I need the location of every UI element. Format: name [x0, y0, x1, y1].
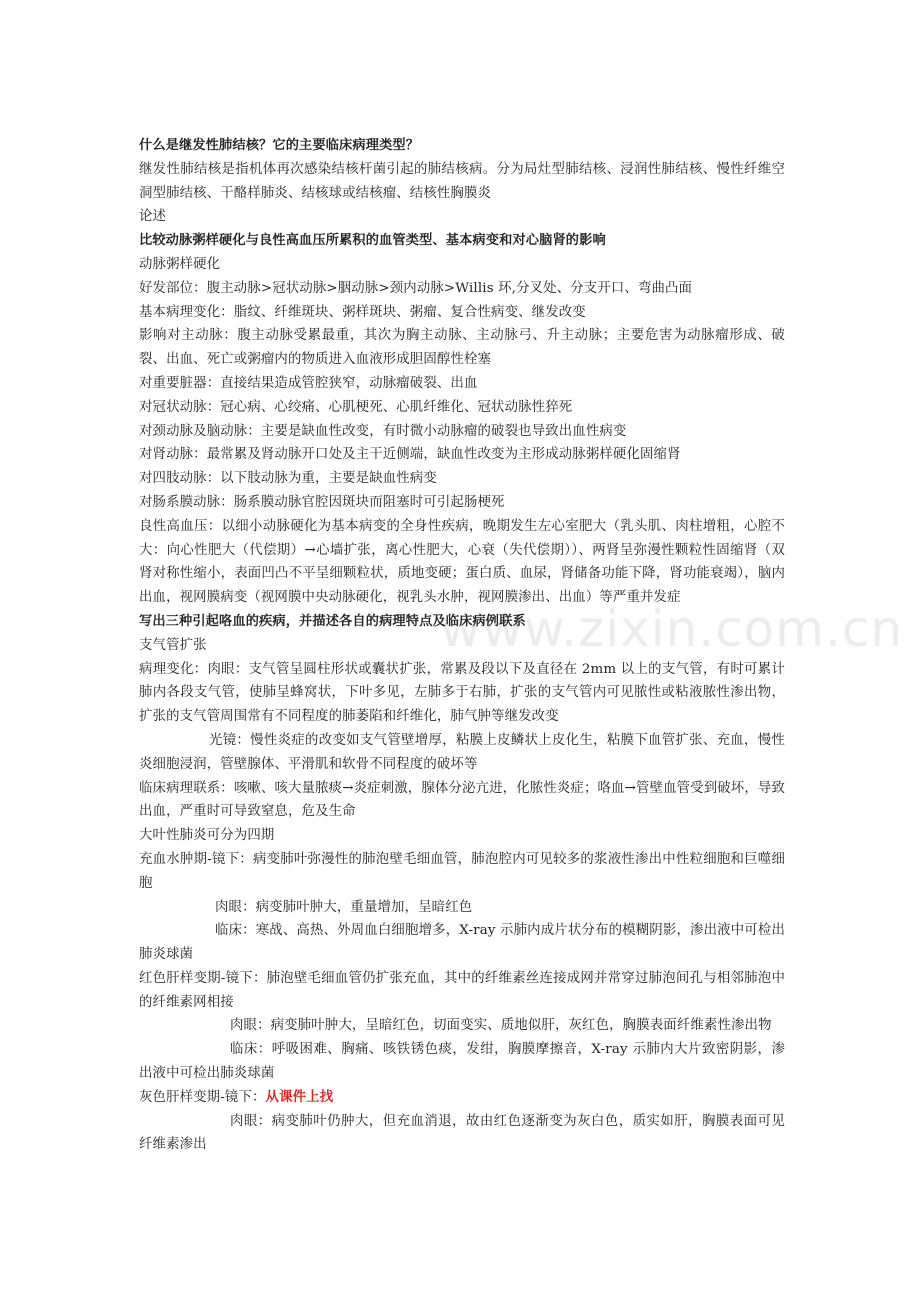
atherosclerosis-sites: 好发部位：腹主动脉>冠状动脉>胭动脉>颈内动脉>Willis 环,分叉处、分支开口、弯曲凸面 — [139, 280, 693, 296]
atherosclerosis-title: 动脉粥样硬化 — [139, 256, 221, 272]
atherosclerosis-renal: 对肾动脉：最常累及肾动脉开口处及主干近侧端，缺血性改变为主形成动脉粥样硬化固缩肾 — [139, 447, 681, 463]
question-1-title: 什么是继发性肺结核？它的主要临床病理类型？ — [139, 138, 420, 153]
stage3-micro-prefix: 灰色肝样变期-镜下： — [139, 1089, 266, 1105]
stage3-gross: 肉眼：病变肺叶仍肿大，但充血消退，故由红色逐渐变为灰白色，质实如肝，胸膜表面可见纤维素渗出 — [139, 1113, 785, 1153]
question-1-answer: 继发性肺结核是指机体再次感染结核杆菌引起的肺结核病。分为局灶型肺结核、浸润性肺结核、慢性纤维空洞型肺结核、干酪样肺炎、结核球或结核瘤、结核性胸膜炎 — [139, 161, 785, 201]
stage3-micro-note: 从课件上找 — [265, 1089, 334, 1105]
stage1-gross: 肉眼：病变肺叶肿大，重量增加，呈暗红色 — [215, 899, 473, 915]
atherosclerosis-limbs: 对四肢动脉：以下肢动脉为重，主要是缺血性病变 — [139, 471, 437, 487]
lobar-pneumonia-title: 大叶性肺炎可分为四期 — [139, 828, 275, 844]
stage2-micro: 红色肝样变期-镜下：肺泡壁毛细血管仍扩张充血，其中的纤维素丝连接成网并常穿过肺泡间孔与相邻肺泡中的纤维素网相接 — [139, 970, 785, 1010]
bronchiectasis-gross: 病理变化：肉眼：支气管呈圆柱形状或囊状扩张，常累及段以下及直径在 2mm 以上的支气管，有时可累计肺内各段支气管，使肺呈蜂窝状，下叶多见，左肺多于右肺，扩张的支气管内可见脓性或粘液脓性渗出物，扩张的支气管周围常有不同程度的肺萎陷和纤维化，肺气肿等继发改变 — [139, 661, 785, 725]
atherosclerosis-organs: 对重要脏器：直接结果造成管腔狭窄，动脉瘤破裂、出血 — [139, 375, 478, 391]
bronchiectasis-micro: 光镜：慢性炎症的改变如支气管壁增厚，粘膜上皮鳞状上皮化生，粘膜下血管扩张、充血，慢性炎细胞浸润，管壁腺体、平滑肌和软骨不同程度的破坏等 — [139, 732, 785, 772]
atherosclerosis-mesentery: 对肠系膜动脉：肠系膜动脉官腔因斑块而阻塞时可引起肠梗死 — [139, 494, 505, 510]
atherosclerosis-aorta: 影响对主动脉：腹主动脉受累最重，其次为胸主动脉、主动脉弓、升主动脉；主要危害为动脉瘤形成、破裂、出血、死亡或粥瘤内的物质进入血液形成胆固醇性栓塞 — [139, 328, 785, 368]
atherosclerosis-carotid: 对颈动脉及脑动脉：主要是缺血性改变，有时微小动脉瘤的破裂也导致出血性病变 — [139, 423, 627, 439]
bronchiectasis-clinic: 临床病理联系：咳嗽、咳大量脓痰→炎症刺激，腺体分泌亢进，化脓性炎症；咯血→管壁血管受到破坏，导致出血，严重时可导致窒息，危及生命 — [139, 780, 785, 820]
atherosclerosis-changes: 基本病理变化：脂纹、纤维斑块、粥样斑块、粥瘤、复合性病变、继发改变 — [139, 304, 586, 320]
bronchiectasis-title: 支气管扩张 — [139, 637, 207, 653]
stage3-micro — [139, 1086, 785, 1110]
question-3-title: 写出三种引起咯血的疾病，并描述各自的病理特点及临床病例联系 — [139, 613, 526, 629]
stage2-clinic: 临床：呼吸困难、胸痛、咳铁锈色痰，发绀，胸膜摩擦音，X-ray 示肺内大片致密阴影，渗出液中可检出肺炎球菌 — [139, 1042, 785, 1082]
atherosclerosis-coronary: 对冠状动脉：冠心病、心绞痛、心肌梗死、心肌纤维化、冠状动脉性猝死 — [139, 399, 573, 415]
hypertension-paragraph: 良性高血压：以细小动脉硬化为基本病变的全身性疾病，晚期发生左心室肥大（乳头肌、肉柱增粗，心腔不大：向心性肥大（代偿期）→心墙扩张，离心性肥大，心衰（失代偿期））、两肾呈弥漫性颗粒性固缩肾（双肾对称性缩小，表面凹凸不平呈细颗粒状，质地变硬；蛋白质、血尿，肾储备功能下降，肾功能衰竭），脑内出血，视网膜病变（视网膜中央动脉硬化，视乳头水肿，视网膜渗出、出血）等严重并发症 — [139, 518, 785, 606]
watermark: www.zixin.com.cn — [440, 600, 904, 658]
stage2-gross: 肉眼：病变肺叶肿大，呈暗红色，切面变实、质地似肝，灰红色，胸膜表面纤维素性渗出物 — [230, 1018, 772, 1034]
question-2-title: 比较动脉粥样硬化与良性高血压所累积的血管类型、基本病变和对心脑肾的影响 — [139, 233, 606, 249]
stage1-micro: 充血水肿期-镜下：病变肺叶弥漫性的肺泡壁毛细血管，肺泡腔内可见较多的浆液性渗出中性粒细胞和巨噬细胞 — [139, 851, 785, 891]
document-body — [139, 134, 785, 1157]
section-essay: 论述 — [139, 209, 167, 225]
stage1-clinic: 临床：寒战、高热、外周血白细胞增多，X-ray 示肺内成片状分布的模糊阴影，渗出液中可检出肺炎球菌 — [139, 923, 785, 963]
